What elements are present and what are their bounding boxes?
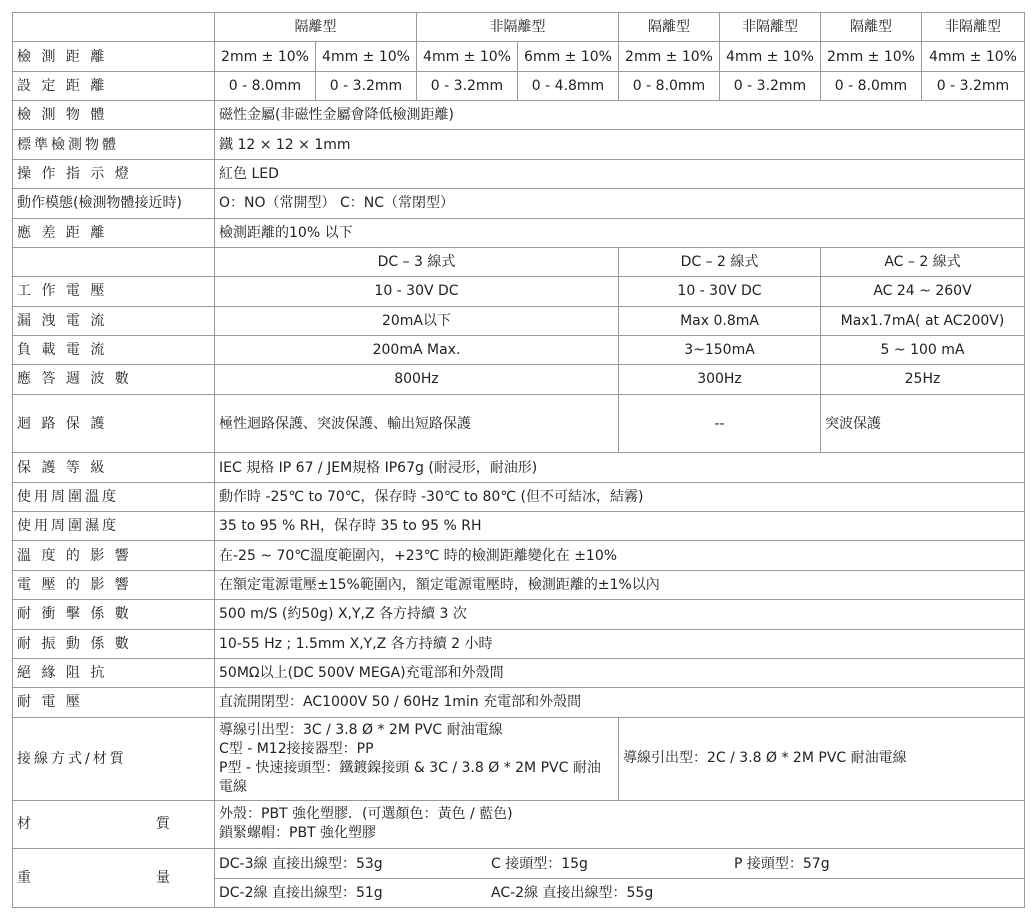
row-label: 電 壓 的 影 響 xyxy=(13,570,215,599)
row-indicator xyxy=(13,159,1025,188)
material-value-cell: 外殼：PBT 強化塑膠．(可選顏色：黃色 / 藍色) 鎖緊螺帽：PBT 強化塑膠 xyxy=(215,800,1025,849)
row-detect-object xyxy=(13,101,1025,130)
weight-value: DC-3線 直接出線型：53g xyxy=(219,855,383,872)
row-weight xyxy=(13,849,1025,908)
value-cell: 0 - 3.2mm xyxy=(316,71,417,100)
row-label: 應 答 週 波 數 xyxy=(13,365,215,394)
value-cell: 在-25 ~ 70℃溫度範圍內，+23℃ 時的檢測距離變化在 ±10% xyxy=(215,541,1025,570)
wiring-type-dc2: DC – 2 線式 xyxy=(619,247,821,276)
row-label: 溫 度 的 影 響 xyxy=(13,541,215,570)
row-label: 檢 測 物 體 xyxy=(13,101,215,130)
value-cell: 3~150mA xyxy=(619,335,821,364)
value-cell: 紅色 LED xyxy=(215,159,1025,188)
value-cell: 10-55 Hz ; 1.5mm X,Y,Z 各方持續 2 小時 xyxy=(215,629,1025,658)
value-cell: 0 - 8.0mm xyxy=(215,71,316,100)
row-leakage xyxy=(13,306,1025,335)
value-cell: 4mm ± 10% xyxy=(922,42,1025,71)
weight-line-1 xyxy=(215,850,1024,879)
value-cell: 動作時 -25℃ to 70℃，保存時 -30℃ to 80℃ (但不可結冰，結霧) xyxy=(215,482,1025,511)
row-protection-grade xyxy=(13,453,1025,482)
row-label: 使用周圍濕度 xyxy=(13,512,215,541)
wiring-type-dc3: DC – 3 線式 xyxy=(215,247,619,276)
value-cell: 0 - 8.0mm xyxy=(821,71,922,100)
value-cell: 2mm ± 10% xyxy=(215,42,316,71)
weight-value: P 接頭型：57g xyxy=(734,855,830,872)
value-cell: 6mm ± 10% xyxy=(518,42,619,71)
row-label: 重 xyxy=(17,870,31,887)
row-label: 負 載 電 流 xyxy=(13,335,215,364)
row-operation-mode xyxy=(13,189,1025,218)
row-label: 耐 衝 擊 係 數 xyxy=(13,600,215,629)
row-label: 保 護 等 級 xyxy=(13,453,215,482)
value-cell: 0 - 3.2mm xyxy=(922,71,1025,100)
row-set-distance xyxy=(13,71,1025,100)
empty-label-cell xyxy=(13,247,215,276)
value-cell: 0 - 8.0mm xyxy=(619,71,720,100)
value-cell: 0 - 3.2mm xyxy=(417,71,518,100)
row-label: 絕 緣 阻 抗 xyxy=(13,658,215,687)
value-cell: 4mm ± 10% xyxy=(417,42,518,71)
value-cell: 在額定電源電壓±15%範圍內，額定電源電壓時，檢測距離的±1%以內 xyxy=(215,570,1025,599)
weight-value-cell xyxy=(215,849,1025,908)
connection-left-cell: 導線引出型：3C / 3.8 Ø * 2M PVC 耐油電線 C型 - M12接接器型：PP P型 - 快速接頭型：鐵鍍鎳接頭 & 3C / 3.8 Ø * 2M PVC 耐油電線 xyxy=(215,717,619,800)
row-ambient-humidity xyxy=(13,512,1025,541)
row-label: 設 定 距 離 xyxy=(13,71,215,100)
value-cell: 直流開閉型：AC1000V 50 / 60Hz 1min 充電部和外殼間 xyxy=(215,688,1025,717)
value-cell: 極性迴路保護、突波保護、輸出短路保護 xyxy=(215,394,619,453)
row-label: 接線方式/材質 xyxy=(13,717,215,800)
value-cell: 2mm ± 10% xyxy=(619,42,720,71)
value-cell: 800Hz xyxy=(215,365,619,394)
connection-right-cell: 導線引出型：2C / 3.8 Ø * 2M PVC 耐油電線 xyxy=(619,717,1025,800)
header-isolated: 隔離型 xyxy=(619,13,720,42)
row-label: 耐 振 動 係 數 xyxy=(13,629,215,658)
value-cell: 鐵 12 × 12 × 1mm xyxy=(215,130,1025,159)
value-cell: 0 - 4.8mm xyxy=(518,71,619,100)
value-cell: 500 m/S (約50g) X,Y,Z 各方持續 3 次 xyxy=(215,600,1025,629)
value-cell: 35 to 95 % RH，保存時 35 to 95 % RH xyxy=(215,512,1025,541)
header-empty-cell xyxy=(13,13,215,42)
value-cell: AC 24 ~ 260V xyxy=(821,277,1025,306)
material-label-cell xyxy=(13,800,215,849)
value-cell: 20mA以下 xyxy=(215,306,619,335)
weight-value: AC-2線 直接出線型：55g xyxy=(491,884,654,901)
value-cell: 5 ~ 100 mA xyxy=(821,335,1025,364)
row-ambient-temperature xyxy=(13,482,1025,511)
row-voltage-influence xyxy=(13,570,1025,599)
row-protection-circuit xyxy=(13,394,1025,453)
value-cell: 200mA Max. xyxy=(215,335,619,364)
row-label: 材 xyxy=(17,816,31,833)
row-vibration xyxy=(13,629,1025,658)
value-cell: 2mm ± 10% xyxy=(821,42,922,71)
weight-value: C 接頭型：15g xyxy=(491,855,588,872)
row-standard-object xyxy=(13,130,1025,159)
value-cell: 檢測距離的10% 以下 xyxy=(215,218,1025,247)
header-isolated: 隔離型 xyxy=(215,13,417,42)
row-label: 標準檢測物體 xyxy=(13,130,215,159)
header-isolated: 隔離型 xyxy=(821,13,922,42)
weight-value: DC-2線 直接出線型：51g xyxy=(219,884,383,901)
row-label: 量 xyxy=(156,870,170,887)
wiring-type-ac2: AC – 2 線式 xyxy=(821,247,1025,276)
value-cell: 0 - 3.2mm xyxy=(720,71,821,100)
value-cell: -- xyxy=(619,394,821,453)
row-label: 工 作 電 壓 xyxy=(13,277,215,306)
row-label: 使用周圍溫度 xyxy=(13,482,215,511)
row-frequency xyxy=(13,365,1025,394)
value-cell: 10 - 30V DC xyxy=(619,277,821,306)
value-cell: 10 - 30V DC xyxy=(215,277,619,306)
row-voltage xyxy=(13,277,1025,306)
row-label: 動作模態(檢測物體接近時) xyxy=(13,189,215,218)
value-cell: 突波保護 xyxy=(821,394,1025,453)
value-cell: 磁性金屬(非磁性金屬會降低檢測距離) xyxy=(215,101,1025,130)
row-wiring-types xyxy=(13,247,1025,276)
row-label: 應 差 距 離 xyxy=(13,218,215,247)
value-cell: 300Hz xyxy=(619,365,821,394)
row-label: 迴 路 保 護 xyxy=(13,394,215,453)
spec-table xyxy=(12,12,1025,908)
row-load xyxy=(13,335,1025,364)
row-material xyxy=(13,800,1025,849)
row-label: 漏 洩 電 流 xyxy=(13,306,215,335)
value-cell: Max 0.8mA xyxy=(619,306,821,335)
value-cell: O：NO（常開型） C：NC（常閉型） xyxy=(215,189,1025,218)
row-label: 檢 測 距 離 xyxy=(13,42,215,71)
value-cell: 25Hz xyxy=(821,365,1025,394)
row-hysteresis xyxy=(13,218,1025,247)
value-cell: 4mm ± 10% xyxy=(720,42,821,71)
row-label: 操 作 指 示 燈 xyxy=(13,159,215,188)
weight-line-2 xyxy=(215,879,1024,907)
row-insulation xyxy=(13,658,1025,687)
row-connection xyxy=(13,717,1025,800)
value-cell: 50MΩ以上(DC 500V MEGA)充電部和外殼間 xyxy=(215,658,1025,687)
value-cell: Max1.7mA( at AC200V) xyxy=(821,306,1025,335)
row-detect-distance xyxy=(13,42,1025,71)
weight-label-cell xyxy=(13,849,215,908)
row-shock xyxy=(13,600,1025,629)
header-non-isolated: 非隔離型 xyxy=(720,13,821,42)
header-non-isolated: 非隔離型 xyxy=(922,13,1025,42)
row-label: 耐 電 壓 xyxy=(13,688,215,717)
value-cell: 4mm ± 10% xyxy=(316,42,417,71)
header-row xyxy=(13,13,1025,42)
row-temperature-influence xyxy=(13,541,1025,570)
row-label: 質 xyxy=(156,816,170,833)
row-withstand-voltage xyxy=(13,688,1025,717)
header-non-isolated: 非隔離型 xyxy=(417,13,619,42)
value-cell: IEC 規格 IP 67 / JEM規格 IP67g (耐浸形，耐油形) xyxy=(215,453,1025,482)
